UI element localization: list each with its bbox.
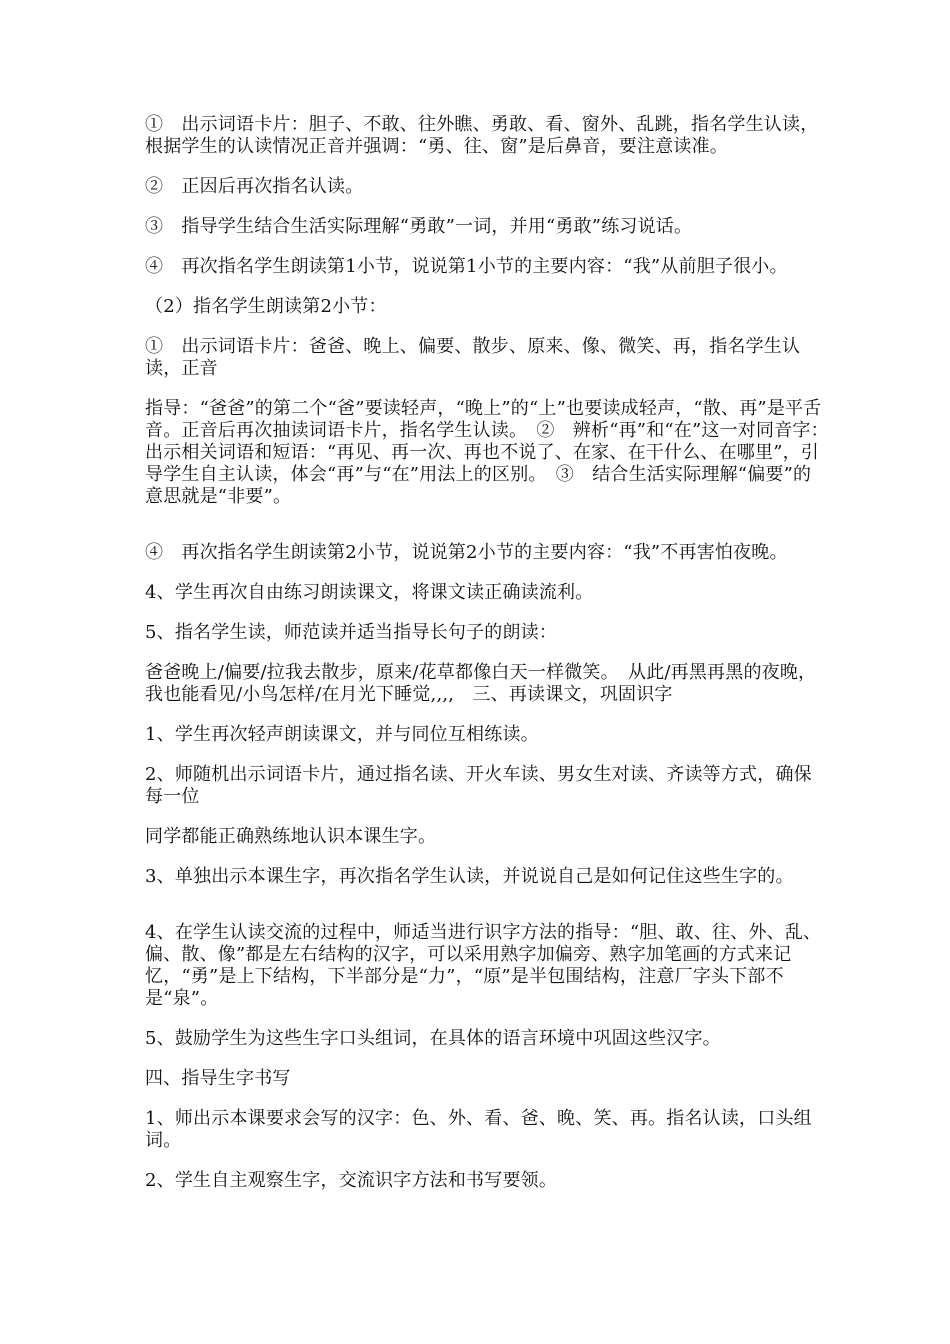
paragraph-17: 5、鼓励学生为这些生字口头组词，在具体的语言环境中巩固这些汉字。 <box>145 1028 721 1049</box>
paragraph-1: ① 出示词语卡片：胆子、不敢、往外瞧、勇敢、看、窗外、乱跳，指名学生认读，根据学生的认读情况正音并强调：“勇、往、窗”是后鼻音，要注意读准。 <box>145 114 819 157</box>
paragraph-7: 指导：“爸爸”的第二个“爸”要读轻声，“晚上”的“上”也要读成轻声，“散、再”是平舌音。正音后再次抽读词语卡片，指名学生认读。 ② 辨析“再”和“在”这一对同音字： 出示相关词语和短语：“再见、再一次、再也不说了、在家、在干什么、在哪里”，引导学生自主认读，体会“再”与“在”用法上的区别。 ③ 结合生活实际理解“偏要”的意思就是“非要”。 <box>145 398 839 507</box>
paragraph-19: 1、师出示本课要求会写的汉字：色、外、看、爸、晚、笑、再。指名认读，口头组词。 <box>145 1108 812 1151</box>
section-heading-4: 四、指导生字书写 <box>145 1068 291 1089</box>
paragraph-14: 同学都能正确熟练地认识本课生字。 <box>145 826 437 847</box>
paragraph-16: 4、在学生认读交流的过程中，师适当进行识字方法的指导：“胆、敢、往、外、乱、偏、散、像”都是左右结构的汉字，可以采用熟字加偏旁、熟字加笔画的方式来记忆，“勇”是上下结构，下半部分是“力”，“原”是半包围结构，注意厂字头下部不是“泉”。 <box>145 922 822 1009</box>
document-body <box>145 114 839 1192</box>
paragraph-12: 1、学生再次轻声朗读课文，并与同位互相练读。 <box>145 724 539 745</box>
paragraph-11: 爸爸晚上/偏要/拉我去散步，原来/花草都像白天一样微笑。 从此/再黑再黑的夜晚，我也能看见/小鸟怎样/在月光下睡觉,,,, 三、再读课文，巩固识字 <box>145 662 817 705</box>
paragraph-4: ④ 再次指名学生朗读第1小节，说说第1小节的主要内容：“我”从前胆子很小。 <box>145 256 788 277</box>
paragraph-2: ② 正因后再次指名认读。 <box>145 176 364 197</box>
paragraph-9: 4、学生再次自由练习朗读课文，将课文读正确读流利。 <box>145 582 594 603</box>
paragraph-15: 3、单独出示本课生字，再次指名学生认读，并说说自己是如何记住这些生字的。 <box>145 866 794 887</box>
paragraph-20: 2、学生自主观察生字，交流识字方法和书写要领。 <box>145 1170 558 1191</box>
paragraph-8: ④ 再次指名学生朗读第2小节，说说第2小节的主要内容：“我”不再害怕夜晚。 <box>145 542 788 563</box>
paragraph-13: 2、师随机出示词语卡片，通过指名读、开火车读、男女生对读、齐读等方式，确保每一位 <box>145 764 812 807</box>
paragraph-3: ③ 指导学生结合生活实际理解“勇敢”一词，并用“勇敢”练习说话。 <box>145 216 693 237</box>
paragraph-6: ① 出示词语卡片：爸爸、晚上、偏要、散步、原来、像、微笑、再，指名学生认读，正音 <box>145 336 801 379</box>
paragraph-5: （2）指名学生朗读第2小节： <box>145 296 387 317</box>
paragraph-10: 5、指名学生读，师范读并适当指导长句子的朗读： <box>145 622 558 643</box>
